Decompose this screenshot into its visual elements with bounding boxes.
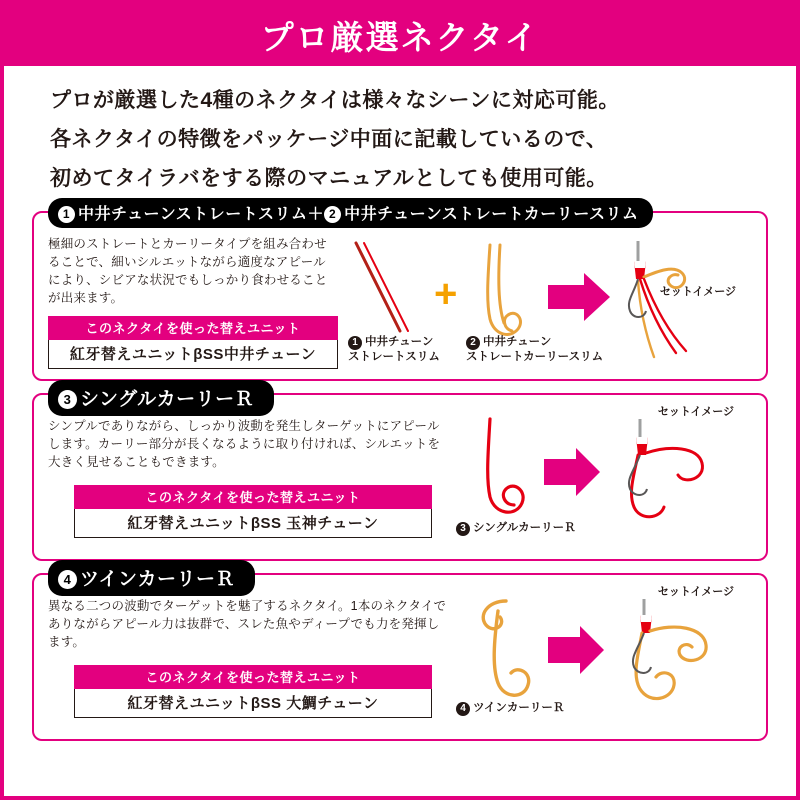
- caption-number: 2: [466, 336, 480, 350]
- caption-line-2: ストレートカーリースリム: [466, 351, 604, 363]
- panel-3-set-image-caption: セットイメージ: [657, 586, 734, 598]
- panel-1-unit-label: このネクタイを使った替えユニット: [48, 316, 338, 340]
- panel-2-unit-label: このネクタイを使った替えユニット: [74, 485, 432, 509]
- panel-3-caption-1: [456, 701, 564, 716]
- page-title: プロ厳選ネクタイ: [260, 18, 540, 56]
- panel-3-unit-name: 紅牙替えユニットβSS 大鯛チューン: [74, 689, 432, 718]
- badge-number-1: 1: [58, 206, 75, 223]
- caption-line-1: ツインカーリーＲ: [473, 702, 565, 714]
- badge-number-2: 2: [324, 206, 341, 223]
- panel-3-description: 異なる二つの波動でターゲットを魅了するネクタイ。1本のネクタイでありながらアピール力は抜群で、スレた魚やディープでも力を発揮します。: [48, 599, 447, 650]
- panel-twin-curly-r: [32, 569, 768, 741]
- panel-1-set-image-caption: セットイメージ: [659, 286, 736, 298]
- arrow-shape: [548, 273, 610, 321]
- panel-1-title-part1: 中井チューンストレートスリム＋: [78, 206, 325, 223]
- panel-3-unit-label: このネクタイを使った替えユニット: [74, 665, 432, 689]
- panel-2-unit-box: [74, 485, 432, 538]
- panel-2-set-image-caption: セットイメージ: [657, 406, 734, 418]
- panel-2-title: シングルカーリーＲ: [80, 389, 255, 410]
- panel-2-illustration: [448, 417, 738, 537]
- lead-copy: [4, 66, 796, 207]
- page-header: [4, 4, 796, 66]
- caption-line-1: 中井チューン: [365, 336, 434, 348]
- panel-2-caption-1: [456, 521, 576, 536]
- panel-list: [4, 207, 796, 763]
- caption-line-1: 中井チューン: [483, 336, 552, 348]
- panel-1-unit-box: [48, 316, 338, 369]
- caption-line-1: シングルカーリーＲ: [473, 522, 576, 534]
- panel-3-unit-box: [74, 665, 432, 718]
- caption-number: 1: [348, 336, 362, 350]
- panel-3-title: ツインカーリーＲ: [80, 569, 236, 590]
- panel-1-title-part2: 中井チューンストレートカーリースリム: [344, 206, 639, 223]
- caption-number: 3: [456, 522, 470, 536]
- panel-1-caption-1: [348, 335, 440, 364]
- panel-2-description: シンプルでありながら、しっかり波動を発生しターゲットにアピールします。カーリー部分が長くなるように取り付ければ、シルエットを大きく見せることもできます。: [48, 419, 441, 470]
- caption-line-2: ストレートスリム: [348, 351, 440, 363]
- caption-number: 4: [456, 702, 470, 716]
- panel-single-curly-r: [32, 389, 768, 561]
- lead-line-3: 初めてタイラバをする際のマニュアルとしても使用可能。: [50, 167, 608, 190]
- panel-1-unit-name: 紅牙替えユニットβSS中井チューン: [48, 340, 338, 369]
- panel-2-heading: [48, 380, 274, 416]
- panel-3-heading: [48, 560, 255, 596]
- lead-line-1: プロが厳選した4種のネクタイは様々なシーンに対応可能。: [50, 89, 620, 112]
- badge-number-3: 3: [58, 390, 77, 409]
- panel-nakai-tune: [32, 206, 768, 381]
- lead-line-2: 各ネクタイの特徴をパッケージ中面に記載しているので、: [50, 128, 608, 151]
- badge-number-4: 4: [58, 570, 77, 589]
- panel-1-caption-2: [466, 335, 603, 364]
- panel-2-unit-name: 紅牙替えユニットβSS 玉神チューン: [74, 509, 432, 538]
- panel-1-heading: [48, 198, 653, 228]
- panel-3-illustration: [448, 597, 738, 717]
- panel-1-description: 極細のストレートとカーリータイプを組み合わせることで、細いシルエットながら適度なアピールにより、シビアな状況でもしっかり食わせることが出来ます。: [48, 237, 328, 306]
- svg-text:+: +: [434, 272, 458, 316]
